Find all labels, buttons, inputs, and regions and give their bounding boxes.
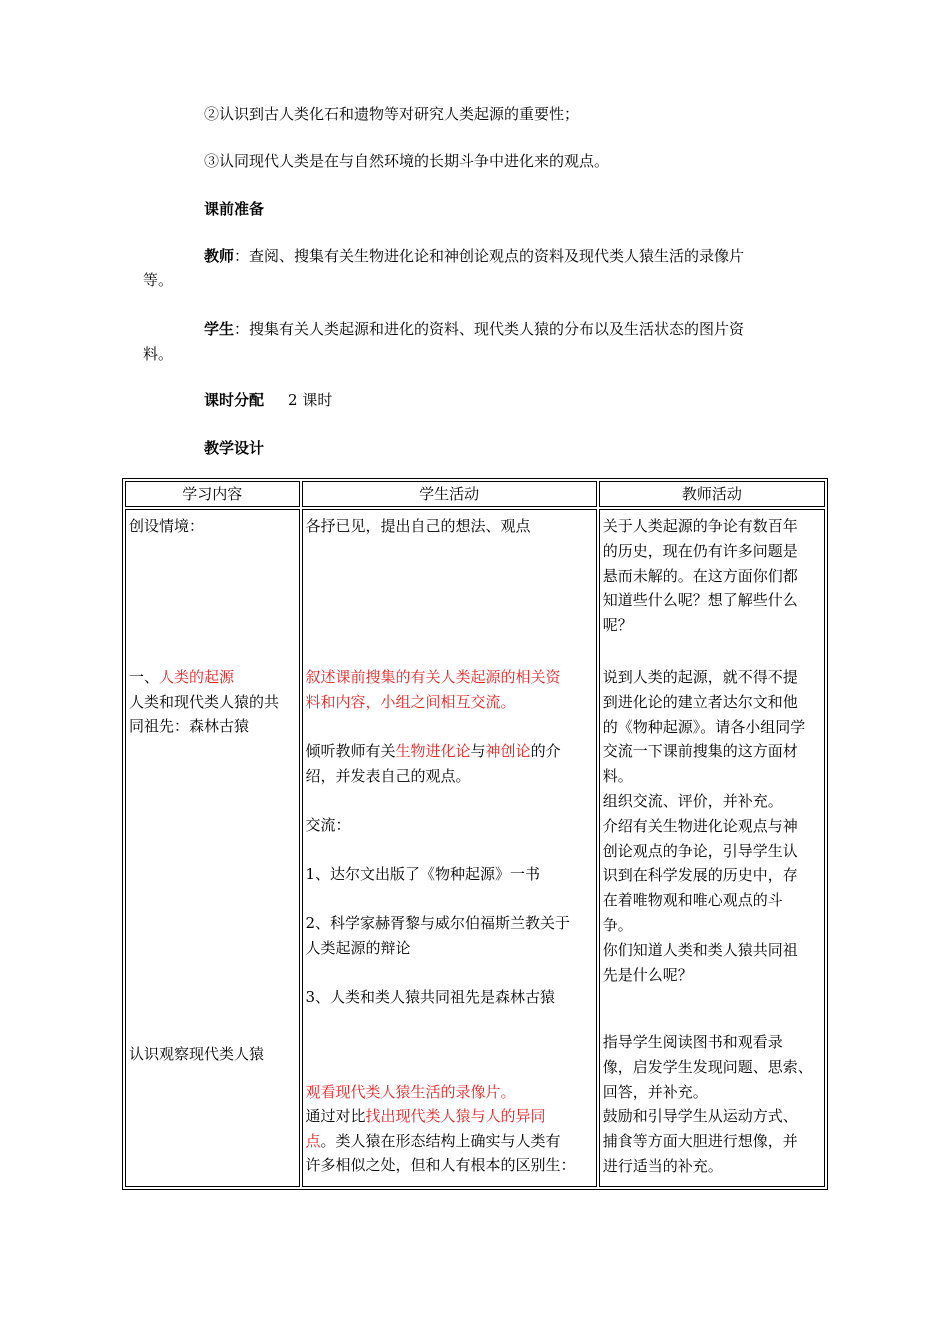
teacher-cell xyxy=(599,509,825,1187)
goal-2: ②认识到古人类化石和遗物等对研究人类起源的重要性； xyxy=(204,105,580,123)
text-line: 呢？ xyxy=(602,616,633,635)
table-row xyxy=(125,509,825,1187)
ancestor-line-2: 同祖先：森林古猿 xyxy=(129,717,250,735)
student-label: 学生 xyxy=(204,320,235,338)
section-prefix: 一、 xyxy=(129,668,160,686)
time-value: 2 课时 xyxy=(288,391,333,409)
text-line: 进行适当的补充。 xyxy=(602,1156,723,1175)
text-line: 你们知道人类和类人猿共同祖 xyxy=(602,940,798,959)
ancestor-line-1: 人类和现代类人猿的共 xyxy=(129,693,280,711)
compare-d: 。类人猿在形态结构上确实与人类有 xyxy=(320,1132,561,1150)
exchange-item-3: 3、人类和类人猿共同祖先是森林古猿 xyxy=(305,988,556,1006)
text-line: 识到在科学发展的历史中，存 xyxy=(602,866,798,885)
watch-video: 观看现代类人猿生活的录像片。 xyxy=(305,1083,516,1101)
compare-b: 找出现代类人猿与人的异同 xyxy=(365,1107,546,1125)
compare-a: 通过对比 xyxy=(305,1107,366,1125)
student-prep xyxy=(204,317,744,341)
listen-a: 倾听教师有关 xyxy=(305,742,396,760)
text-line: 争。 xyxy=(602,915,633,934)
compare-line-1 xyxy=(306,1104,593,1129)
exchange-label: 交流： xyxy=(305,816,351,834)
text-line: 交流一下课前搜集的这方面材 xyxy=(602,742,798,761)
text-line: 鼓励和引导学生从运动方式、 xyxy=(602,1107,798,1126)
text-line: 知道些什么呢？想了解些什么 xyxy=(602,591,798,610)
teacher-text: ：查阅、搜集有关生物进化论和神创论观点的资料及现代类人猿生活的录像片 xyxy=(234,247,745,265)
table-header-row xyxy=(125,481,825,507)
text-line: 捕食等方面大胆进行想像，并 xyxy=(602,1132,798,1151)
text-line: 先是什么呢？ xyxy=(602,965,693,984)
teacher-guide-paragraph xyxy=(603,1030,821,1179)
listen-line-1 xyxy=(306,739,593,764)
compare-line-3: 许多相似之处，但和人有根本的区别生： xyxy=(305,1156,576,1174)
scenario-label: 创设情境： xyxy=(129,517,205,535)
time-allocation xyxy=(204,388,332,412)
teacher-prep xyxy=(204,244,744,268)
time-label: 课时分配 xyxy=(204,391,265,409)
teacher-intro-paragraph xyxy=(603,514,821,638)
text-line: 像，启发学生发现问题、思索、 xyxy=(602,1057,813,1076)
narrate-line-1: 叙述课前搜集的有关人类起源的相关资 xyxy=(305,668,561,686)
header-content: 学习内容 xyxy=(125,481,300,507)
teacher-prep-cont: 等。 xyxy=(143,271,174,289)
text-line: 关于人类起源的争论有数百年 xyxy=(602,517,798,535)
text-line: 介绍有关生物进化论观点与神 xyxy=(602,816,798,835)
text-line: 的《物种起源》。请各小组同学 xyxy=(602,717,806,736)
header-teacher: 教师活动 xyxy=(599,481,825,507)
prep-heading: 课前准备 xyxy=(204,200,265,218)
text-line: 指导学生阅读图书和观看录 xyxy=(602,1033,783,1051)
text-line: 的历史，现在仍有许多问题是 xyxy=(602,541,798,560)
student-text: ：搜集有关人类起源和进化的资料、现代类人猿的分布以及生活状态的图片资 xyxy=(234,320,745,338)
text-line: 创论观点的争论，引导学生认 xyxy=(602,841,798,860)
text-line: 料。 xyxy=(602,767,633,786)
exchange-item-2-cont: 人类起源的辩论 xyxy=(305,939,411,957)
listen-evolution: 生物进化论 xyxy=(395,742,471,760)
teaching-design-table xyxy=(122,478,828,1190)
listen-line-2: 绍，并发表自己的观点。 xyxy=(305,767,471,785)
text-line: 到进化论的建立者达尔文和他 xyxy=(602,692,798,711)
exchange-item-1: 1、达尔文出版了《物种起源》一书 xyxy=(305,865,541,883)
organize-exchange: 组织交流、评价，并补充。 xyxy=(602,791,783,810)
section-heading xyxy=(129,665,296,690)
listen-c: 与 xyxy=(470,742,486,760)
text-line: 说到人类的起源，就不得不提 xyxy=(602,668,798,686)
student-prep-cont: 料。 xyxy=(143,345,174,363)
content-cell xyxy=(125,509,300,1187)
student-cell xyxy=(302,509,597,1187)
teacher-darwin-paragraph xyxy=(603,665,821,987)
teacher-label: 教师 xyxy=(204,247,235,265)
compare-line-2 xyxy=(306,1129,593,1154)
text-line: 回答，并补充。 xyxy=(602,1082,708,1101)
compare-c: 点 xyxy=(305,1132,321,1150)
listen-creationism: 神创论 xyxy=(485,742,531,760)
goal-3: ③认同现代人类是在与自然环境的长期斗争中进化来的观点。 xyxy=(204,152,610,170)
exchange-item-2: 2、科学家赫胥黎与威尔伯福斯兰教关于 xyxy=(305,914,571,932)
header-student: 学生活动 xyxy=(302,481,597,507)
opinions-text: 各抒已见，提出自己的想法、观点 xyxy=(305,517,531,535)
text-line: 悬而未解的。在这方面你们都 xyxy=(602,566,798,585)
observe-apes: 认识观察现代类人猿 xyxy=(129,1045,265,1063)
design-heading: 教学设计 xyxy=(204,439,265,457)
narrate-line-2: 料和内容，小组之间相互交流。 xyxy=(305,693,516,711)
text-line: 在着唯物观和唯心观点的斗 xyxy=(602,891,783,910)
listen-e: 的介 xyxy=(530,742,561,760)
section-title: 人类的起源 xyxy=(159,668,235,686)
